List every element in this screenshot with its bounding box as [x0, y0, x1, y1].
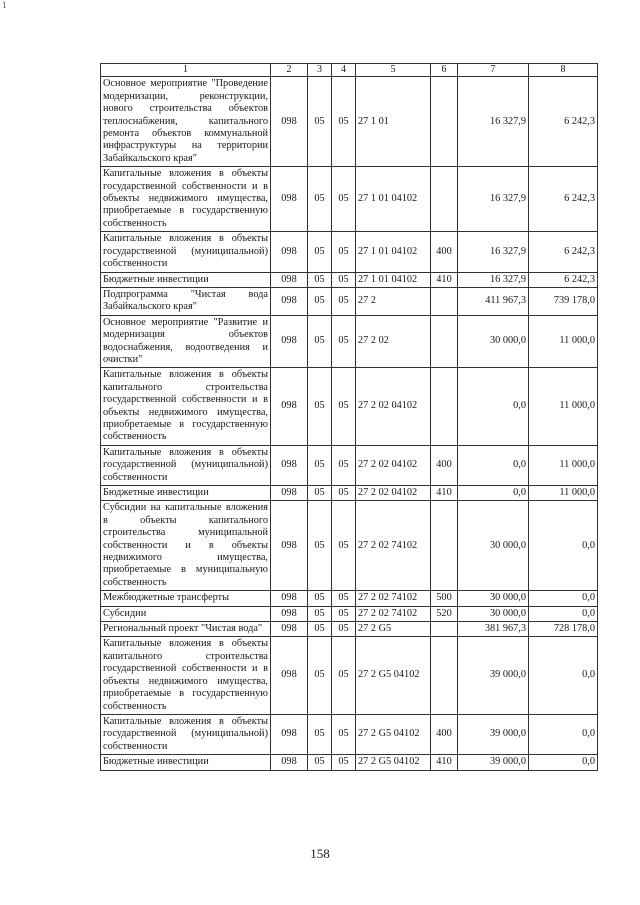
row-amount-2: 11 000,0: [529, 368, 598, 445]
row-target-article: 27 2 02 04102: [356, 368, 431, 445]
table-row: [101, 315, 598, 368]
row-amount-1: 16 327,9: [458, 232, 529, 272]
row-expense-type: 400: [431, 714, 458, 754]
row-expense-type: 410: [431, 755, 458, 770]
row-amount-2: 0,0: [529, 606, 598, 621]
row-section: 05: [308, 501, 332, 591]
row-amount-1: 39 000,0: [458, 637, 529, 714]
row-subsection: 05: [332, 272, 356, 287]
row-name: Капитальные вложения в объекты государственной (муниципальной) собственности: [101, 232, 271, 272]
row-expense-type: [431, 77, 458, 167]
row-amount-2: 728 178,0: [529, 622, 598, 637]
row-section: 05: [308, 77, 332, 167]
corner-mark: 1: [2, 0, 7, 10]
table-row: [101, 714, 598, 754]
row-expense-type: [431, 501, 458, 591]
row-amount-1: 411 967,3: [458, 287, 529, 315]
row-subsection: 05: [332, 486, 356, 501]
table-row: [101, 445, 598, 485]
column-header: 3: [308, 64, 332, 77]
row-subsection: 05: [332, 315, 356, 368]
table-row: [101, 501, 598, 591]
row-expense-type: 400: [431, 445, 458, 485]
row-amount-1: 30 000,0: [458, 591, 529, 606]
row-amount-2: 6 242,3: [529, 167, 598, 232]
table-row: [101, 272, 598, 287]
row-amount-1: 30 000,0: [458, 315, 529, 368]
budget-table: [100, 63, 598, 771]
row-code: 098: [271, 606, 308, 621]
row-target-article: 27 2 G5 04102: [356, 714, 431, 754]
row-section: 05: [308, 591, 332, 606]
row-amount-2: 6 242,3: [529, 232, 598, 272]
row-code: 098: [271, 637, 308, 714]
row-subsection: 05: [332, 714, 356, 754]
row-subsection: 05: [332, 368, 356, 445]
row-amount-1: 0,0: [458, 368, 529, 445]
row-amount-1: 39 000,0: [458, 714, 529, 754]
row-subsection: 05: [332, 77, 356, 167]
row-name: Межбюджетные трансферты: [101, 591, 271, 606]
row-target-article: 27 2 G5: [356, 622, 431, 637]
row-section: 05: [308, 755, 332, 770]
row-section: 05: [308, 167, 332, 232]
row-amount-1: 16 327,9: [458, 167, 529, 232]
table-row: [101, 591, 598, 606]
column-header: 6: [431, 64, 458, 77]
row-amount-1: 16 327,9: [458, 77, 529, 167]
row-code: 098: [271, 287, 308, 315]
row-amount-2: 739 178,0: [529, 287, 598, 315]
row-expense-type: 410: [431, 272, 458, 287]
row-amount-1: 39 000,0: [458, 755, 529, 770]
row-code: 098: [271, 622, 308, 637]
row-section: 05: [308, 606, 332, 621]
row-code: 098: [271, 77, 308, 167]
row-name: Основное мероприятие "Проведение модернизации, реконструкции, нового строительства объектов теплоснабжения, капитального ремонта объектов коммунальной инфраструктуры на территории Забайкальского края": [101, 77, 271, 167]
row-subsection: 05: [332, 622, 356, 637]
page-number: 158: [310, 846, 330, 861]
row-amount-2: 0,0: [529, 501, 598, 591]
table-row: [101, 77, 598, 167]
row-target-article: 27 2: [356, 287, 431, 315]
column-header: 2: [271, 64, 308, 77]
header-row: [101, 64, 598, 77]
row-expense-type: 410: [431, 486, 458, 501]
column-header: 8: [529, 64, 598, 77]
column-header: 7: [458, 64, 529, 77]
row-expense-type: 400: [431, 232, 458, 272]
row-section: 05: [308, 714, 332, 754]
row-amount-1: 16 327,9: [458, 272, 529, 287]
row-section: 05: [308, 486, 332, 501]
table-row: [101, 287, 598, 315]
row-subsection: 05: [332, 232, 356, 272]
row-section: 05: [308, 622, 332, 637]
row-amount-2: 11 000,0: [529, 315, 598, 368]
row-code: 098: [271, 486, 308, 501]
row-expense-type: 520: [431, 606, 458, 621]
table-row: [101, 486, 598, 501]
table-row: [101, 755, 598, 770]
row-section: 05: [308, 272, 332, 287]
row-name: Региональный проект "Чистая вода": [101, 622, 271, 637]
column-header: 1: [101, 64, 271, 77]
row-name: Капитальные вложения в объекты государственной (муниципальной) собственности: [101, 445, 271, 485]
row-code: 098: [271, 445, 308, 485]
row-name: Субсидии: [101, 606, 271, 621]
row-subsection: 05: [332, 167, 356, 232]
row-code: 098: [271, 755, 308, 770]
row-amount-1: 30 000,0: [458, 501, 529, 591]
row-section: 05: [308, 287, 332, 315]
row-subsection: 05: [332, 287, 356, 315]
row-name: Капитальные вложения в объекты государственной (муниципальной) собственности: [101, 714, 271, 754]
row-amount-2: 0,0: [529, 637, 598, 714]
table-row: [101, 167, 598, 232]
row-code: 098: [271, 591, 308, 606]
row-expense-type: [431, 315, 458, 368]
row-target-article: 27 2 02 74102: [356, 501, 431, 591]
row-name: Капитальные вложения в объекты капитального строительства государственной собственности и в объекты недвижимого имущества, приобретаемые в государственную собственность: [101, 368, 271, 445]
row-name: Капитальные вложения в объекты государственной собственности и в объекты недвижимого имущества, приобретаемые в государственную собственность: [101, 167, 271, 232]
row-code: 098: [271, 272, 308, 287]
table-row: [101, 622, 598, 637]
row-expense-type: [431, 368, 458, 445]
row-amount-2: 6 242,3: [529, 272, 598, 287]
row-amount-2: 0,0: [529, 714, 598, 754]
column-header: 4: [332, 64, 356, 77]
row-target-article: 27 1 01: [356, 77, 431, 167]
row-amount-1: 0,0: [458, 445, 529, 485]
row-name: Подпрограмма "Чистая вода Забайкальского края": [101, 287, 271, 315]
row-amount-2: 11 000,0: [529, 445, 598, 485]
row-expense-type: [431, 287, 458, 315]
row-amount-1: 30 000,0: [458, 606, 529, 621]
row-target-article: 27 2 02 04102: [356, 486, 431, 501]
row-target-article: 27 1 01 04102: [356, 272, 431, 287]
row-target-article: 27 2 G5 04102: [356, 755, 431, 770]
row-name: Основное мероприятие "Развитие и модернизация объектов водоснабжения, водоотведения и очистки": [101, 315, 271, 368]
row-name: Субсидии на капитальные вложения в объекты капитального строительства муниципальной собственности и в объекты недвижимого имущества, приобретаемые в муниципальную собственность: [101, 501, 271, 591]
row-name: Бюджетные инвестиции: [101, 486, 271, 501]
row-subsection: 05: [332, 755, 356, 770]
row-section: 05: [308, 368, 332, 445]
row-code: 098: [271, 232, 308, 272]
row-section: 05: [308, 315, 332, 368]
row-subsection: 05: [332, 445, 356, 485]
row-code: 098: [271, 501, 308, 591]
row-subsection: 05: [332, 606, 356, 621]
row-code: 098: [271, 167, 308, 232]
row-code: 098: [271, 714, 308, 754]
row-target-article: 27 1 01 04102: [356, 167, 431, 232]
row-name: Бюджетные инвестиции: [101, 272, 271, 287]
row-subsection: 05: [332, 591, 356, 606]
row-subsection: 05: [332, 501, 356, 591]
column-header: 5: [356, 64, 431, 77]
row-expense-type: [431, 167, 458, 232]
row-target-article: 27 2 02 04102: [356, 445, 431, 485]
row-subsection: 05: [332, 637, 356, 714]
row-section: 05: [308, 232, 332, 272]
table-row: [101, 232, 598, 272]
table-row: [101, 368, 598, 445]
table-row: [101, 606, 598, 621]
row-expense-type: [431, 637, 458, 714]
row-target-article: 27 2 02 74102: [356, 591, 431, 606]
row-expense-type: 500: [431, 591, 458, 606]
row-amount-2: 6 242,3: [529, 77, 598, 167]
row-amount-2: 0,0: [529, 591, 598, 606]
row-code: 098: [271, 368, 308, 445]
row-amount-2: 11 000,0: [529, 486, 598, 501]
row-expense-type: [431, 622, 458, 637]
row-amount-1: 0,0: [458, 486, 529, 501]
row-section: 05: [308, 445, 332, 485]
row-target-article: 27 2 G5 04102: [356, 637, 431, 714]
row-target-article: 27 2 02: [356, 315, 431, 368]
row-section: 05: [308, 637, 332, 714]
row-amount-2: 0,0: [529, 755, 598, 770]
row-code: 098: [271, 315, 308, 368]
row-target-article: 27 1 01 04102: [356, 232, 431, 272]
row-name: Капитальные вложения в объекты капитального строительства государственной собственности и в объекты недвижимого имущества, приобретаемые в государственную собственность: [101, 637, 271, 714]
row-name: Бюджетные инвестиции: [101, 755, 271, 770]
row-target-article: 27 2 02 74102: [356, 606, 431, 621]
row-amount-1: 381 967,3: [458, 622, 529, 637]
table-row: [101, 637, 598, 714]
